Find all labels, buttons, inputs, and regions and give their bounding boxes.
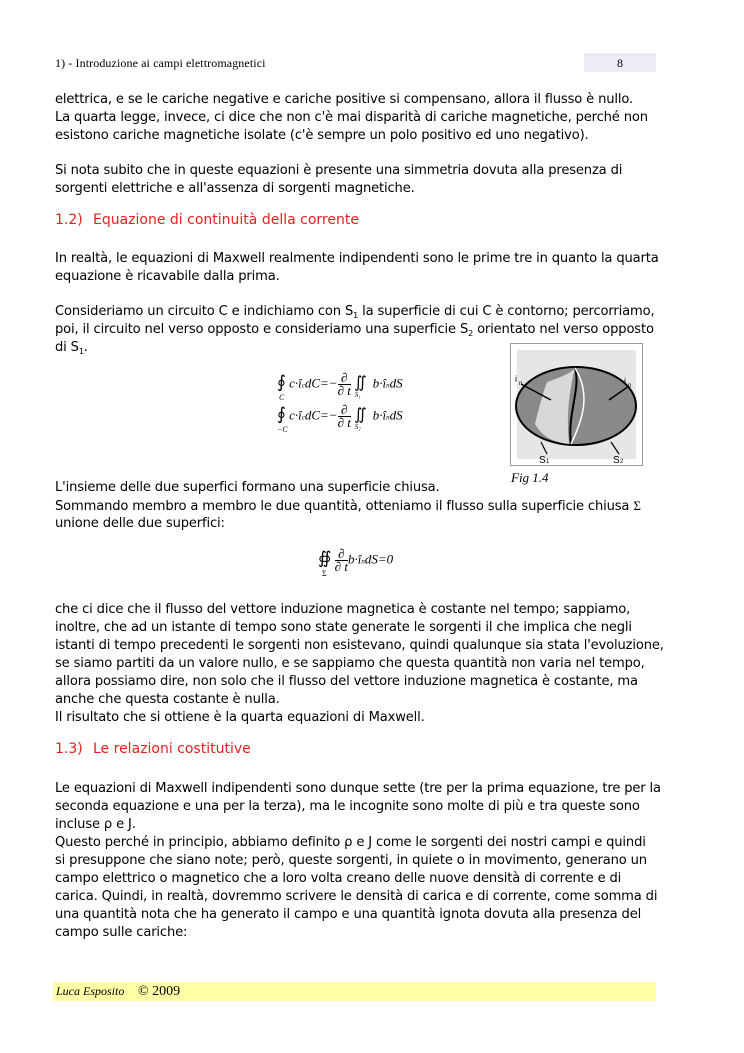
fraction-denominator: ∂ t [337, 415, 351, 430]
footer-copyright: © 2009 [138, 984, 181, 999]
page-number: 8 [617, 56, 623, 70]
surface-label-s2-sub: 2 [620, 459, 624, 465]
section-number: 1.3) [55, 741, 83, 757]
subscript: 1 [78, 347, 84, 356]
partial-fraction [335, 548, 348, 573]
normal-label-right: i [624, 376, 626, 386]
partial-fraction [338, 404, 351, 429]
eq-term: dC=− [304, 375, 338, 391]
footer-author: Luca Esposito [56, 984, 125, 998]
contour-integral-sign: ∮ [277, 372, 286, 392]
eq-subscript: n [361, 557, 365, 566]
paragraph-line: Questo perché in principio, abbiamo definito ρ e J come le sorgenti dei nostri campi e quindi [55, 835, 646, 850]
equation-line-integral-minus-c [277, 402, 403, 434]
subscript: 1 [353, 311, 359, 320]
paragraph-line: campo sulle cariche: [55, 925, 188, 940]
normal-label-right-sub: n [628, 383, 632, 389]
paragraph-line: allora possiamo dire, non solo che il flusso del vettore induzione magnetica è costante, ma [55, 674, 638, 689]
section-heading [55, 741, 251, 757]
eq-term: b·î [372, 375, 387, 391]
paragraph-line: inoltre, che ad un istante di tempo sono state generate le sorgenti il che implica che negli [55, 620, 632, 635]
paragraph-line: anche che questa costante è nulla. [55, 692, 280, 707]
fraction-denominator: ∂ t [337, 383, 351, 398]
integral-subscript: Σ [322, 569, 327, 578]
double-integral-sign: ∬ [354, 374, 367, 392]
paragraph-line [55, 321, 654, 339]
text-run: . [83, 340, 88, 355]
partial-fraction [338, 372, 351, 397]
paragraph-line: se siamo partiti da un valore nullo, e se sappiamo che questa quantità non varia nel tempo, [55, 656, 645, 671]
paragraph-line: si presuppone che siano note; però, queste sorgenti, in quiete o in movimento, generano un [55, 853, 647, 868]
closed-surface-diagram [511, 344, 642, 465]
eq-term: c·î [289, 375, 302, 391]
paragraph-line: Si nota subito che in queste equazioni è presente una simmetria dovuta alla presenza di [55, 163, 623, 178]
paragraph-line: equazione è ricavabile dalla prima. [55, 269, 280, 284]
sigma-symbol: Σ [633, 498, 641, 513]
paragraph-line: istanti di tempo precedenti le sorgenti non esistevano, quindi qualunque sia stata l'evoluzione, [55, 638, 664, 653]
paragraph-line: seconda equazione e una per la terza), ma le incognite sono molte di più e tra queste sono [55, 799, 640, 814]
subscript: 2 [468, 329, 474, 338]
integral-subscript: C [279, 393, 285, 402]
eq-term: b·î [347, 551, 362, 567]
paragraph-line: incluse ρ e J. [55, 817, 136, 832]
eq-term: dS=0 [364, 551, 394, 567]
integral-subscript: S₂ [354, 423, 361, 432]
section-number: 1.2) [55, 212, 83, 228]
paragraph-line [55, 303, 654, 321]
paragraph-line [55, 339, 88, 357]
paragraph-line: unione delle due superfici: [55, 516, 225, 531]
surface-label-s1-sub: 1 [546, 459, 550, 465]
eq-term: b·î [372, 407, 387, 423]
paragraph-line: carica. Quindi, in realtà, dovremmo scrivere le densità di carica e di corrente, come somma di [55, 889, 658, 904]
normal-label-left: i [515, 374, 517, 384]
text-run: Sommando membro a membro le due quantità, otteniamo il flusso sulla superficie chiusa [55, 499, 634, 514]
contour-integral-sign: ∮ [277, 404, 286, 424]
fraction-numerator: ∂ [335, 548, 348, 561]
paragraph-line: sorgenti elettriche e all'assenza di sorgenti magnetiche. [55, 181, 415, 196]
integral-subscript: −C [277, 425, 288, 434]
paragraph-line: che ci dice che il flusso del vettore induzione magnetica è costante nel tempo; sappiamo, [55, 602, 631, 617]
eq-subscript: n [386, 413, 390, 422]
section-title: Equazione di continuità della corrente [93, 212, 359, 228]
double-integral-sign: ∬ [354, 406, 367, 424]
eq-subscript: n [386, 381, 390, 390]
paragraph-line: elettrica, e se le cariche negative e cariche positive si compensano, allora il flusso è nullo. [55, 92, 633, 107]
text-run: poi, il circuito nel verso opposto e consideriamo una superficie S [55, 322, 469, 337]
fraction-numerator: ∂ [338, 404, 351, 417]
closed-surface-integral-sign: ∯ [318, 548, 332, 568]
integral-subscript: S₁ [354, 391, 361, 400]
paragraph-line: esistono cariche magnetiche isolate (c'è sempre un polo positivo ed uno negativo). [55, 128, 589, 143]
eq-term: dC=− [304, 407, 338, 423]
equation-closed-surface-flux [318, 546, 394, 578]
eq-subscript: c [301, 381, 305, 390]
fraction-numerator: ∂ [338, 372, 351, 385]
paragraph-line: Il risultato che si ottiene è la quarta equazioni di Maxwell. [55, 710, 425, 725]
text-run: la superficie di cui C è contorno; percorriamo, [358, 304, 655, 319]
surface-label-s2: S [613, 455, 620, 465]
eq-term: dS [389, 407, 403, 423]
text-run: Consideriamo un circuito C e indichiamo con S [55, 304, 354, 319]
equation-line-integral-c [277, 370, 403, 402]
eq-term: dS [389, 375, 403, 391]
paragraph-line: L'insieme delle due superfici formano una superficie chiusa. [55, 480, 440, 495]
surface-label-s1: S [539, 455, 546, 465]
text-run: orientato nel verso opposto [473, 322, 654, 337]
section-heading [55, 212, 359, 228]
eq-term: c·î [289, 407, 302, 423]
text-run: di S [55, 340, 79, 355]
paragraph-line: La quarta legge, invece, ci dice che non c'è mai disparità di cariche magnetiche, perché non [55, 110, 648, 125]
eq-subscript: c [301, 413, 305, 422]
figure-surfaces [510, 343, 643, 466]
fraction-denominator: ∂ t [334, 559, 348, 574]
section-title: Le relazioni costitutive [93, 741, 251, 757]
paragraph-line: Le equazioni di Maxwell indipendenti sono dunque sette (tre per la prima equazione, tre per la [55, 781, 661, 796]
normal-label-left-sub: n [519, 381, 523, 387]
paragraph-line: In realtà, le equazioni di Maxwell realmente indipendenti sono le prime tre in quanto la quarta [55, 251, 659, 266]
running-header-title: 1) - Introduzione ai campi elettromagnetici [55, 56, 266, 70]
paragraph-line: una quantità nota che ha generato il campo e una quantità ignota dovuta alla presenza del [55, 907, 642, 922]
paragraph-line: campo elettrico o magnetico che a loro volta creano delle nuove densità di corrente e di [55, 871, 622, 886]
paragraph-line [55, 497, 641, 516]
figure-caption: Fig 1.4 [511, 470, 549, 485]
